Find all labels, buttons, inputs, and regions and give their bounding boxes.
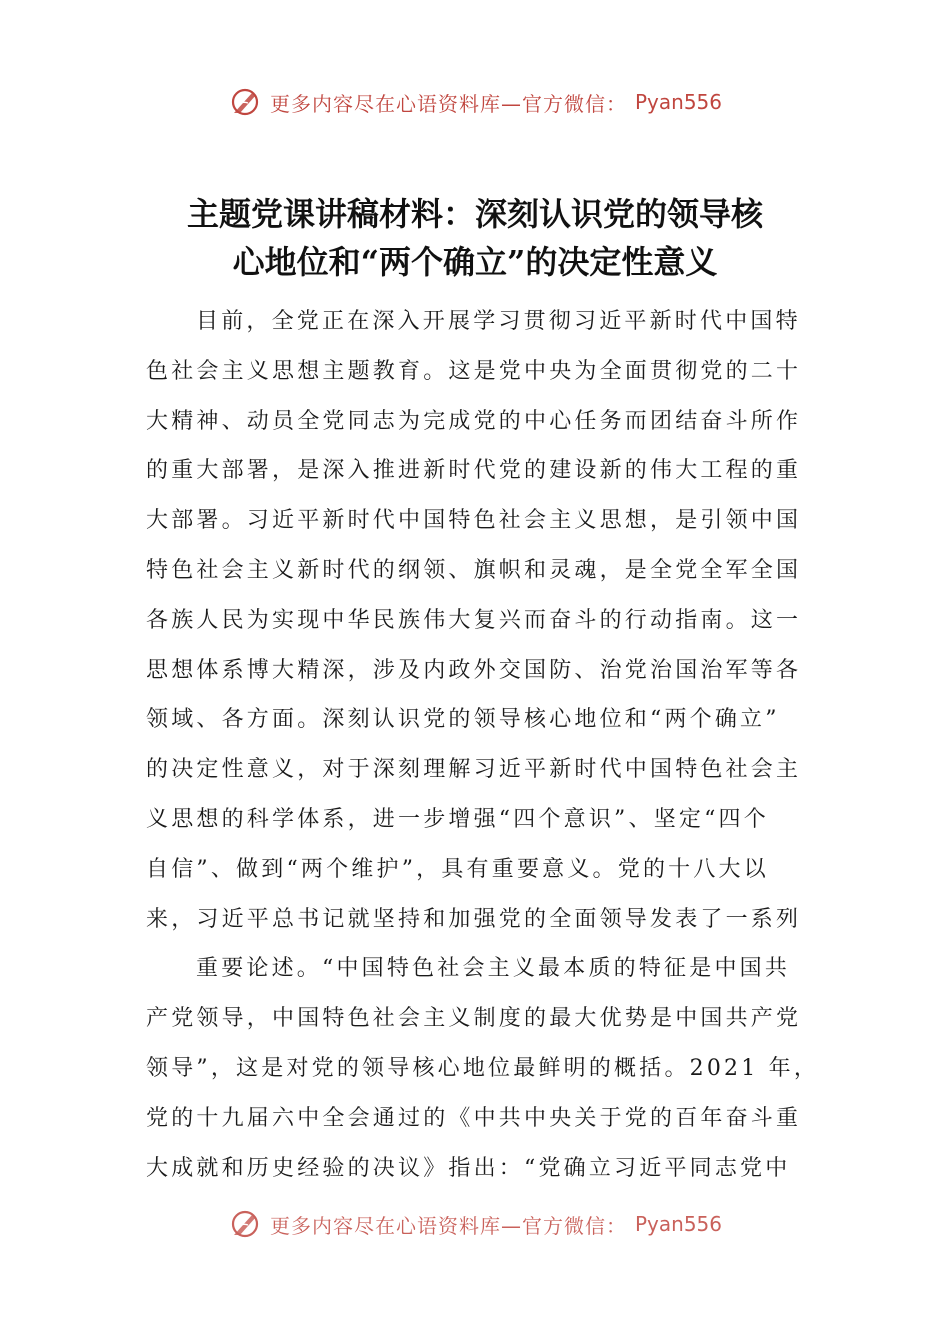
- body-line: 产党领导，中国特色社会主义制度的最大优势是中国共产党: [146, 1006, 802, 1032]
- body-line: 自信”、做到“两个维护”，具有重要意义。党的十八大以: [146, 856, 769, 882]
- quill-pen-icon: [228, 85, 262, 119]
- watermark-banner-bottom: [0, 1206, 950, 1242]
- page-title: [140, 190, 810, 286]
- body-line: 的决定性意义，对于深刻理解习近平新时代中国特色社会主: [146, 757, 802, 783]
- watermark-text: 更多内容尽在心语资料库—官方微信：: [269, 1213, 627, 1238]
- quill-pen-icon: [228, 1207, 262, 1241]
- watermark-banner-top: [0, 84, 950, 120]
- wechat-id: Pyan556: [634, 90, 722, 114]
- body-line: 义思想的科学体系，进一步增强“四个意识”、坚定“四个: [146, 806, 769, 832]
- title-line-2: 心地位和“两个确立”的决定性意义: [232, 243, 718, 281]
- wechat-id: Pyan556: [634, 1212, 722, 1236]
- body-line: 重要论述。“中国特色社会主义最本质的特征是中国共: [196, 956, 791, 982]
- body-line: 目前，全党正在深入开展学习贯彻习近平新时代中国特: [196, 309, 801, 334]
- watermark-text: 更多内容尽在心语资料库—官方微信：: [269, 91, 627, 116]
- body-line: 领域、各方面。深刻认识党的领导核心地位和“两个确立”: [146, 707, 780, 733]
- body-line: 思想体系博大精深，涉及内政外交国防、治党治国治军等各: [146, 657, 802, 683]
- body-text: [146, 297, 820, 1193]
- body-line: 大部署。习近平新时代中国特色社会主义思想，是引领中国: [146, 508, 802, 534]
- body-line: 大成就和历史经验的决议》指出：“党确立习近平同志党中: [146, 1155, 791, 1181]
- body-line: 的重大部署，是深入推进新时代党的建设新的伟大工程的重: [146, 458, 802, 484]
- body-line: 大精神、动员全党同志为完成党的中心任务而团结奋斗所作: [146, 408, 802, 434]
- title-line-1: 主题党课讲稿材料：深刻认识党的领导核: [186, 195, 763, 233]
- body-line: 领导”，这是对党的领导核心地位最鲜明的概括。2021 年，: [146, 1055, 820, 1081]
- body-line: 色社会主义思想主题教育。这是党中央为全面贯彻党的二十: [146, 358, 802, 384]
- body-line: 来，习近平总书记就坚持和加强党的全面领导发表了一系列: [146, 906, 802, 932]
- body-line: 特色社会主义新时代的纲领、旗帜和灵魂，是全党全军全国: [146, 557, 802, 583]
- body-line: 各族人民为实现中华民族伟大复兴而奋斗的行动指南。这一: [146, 607, 802, 633]
- body-line: 党的十九届六中全会通过的《中共中央关于党的百年奋斗重: [146, 1105, 802, 1131]
